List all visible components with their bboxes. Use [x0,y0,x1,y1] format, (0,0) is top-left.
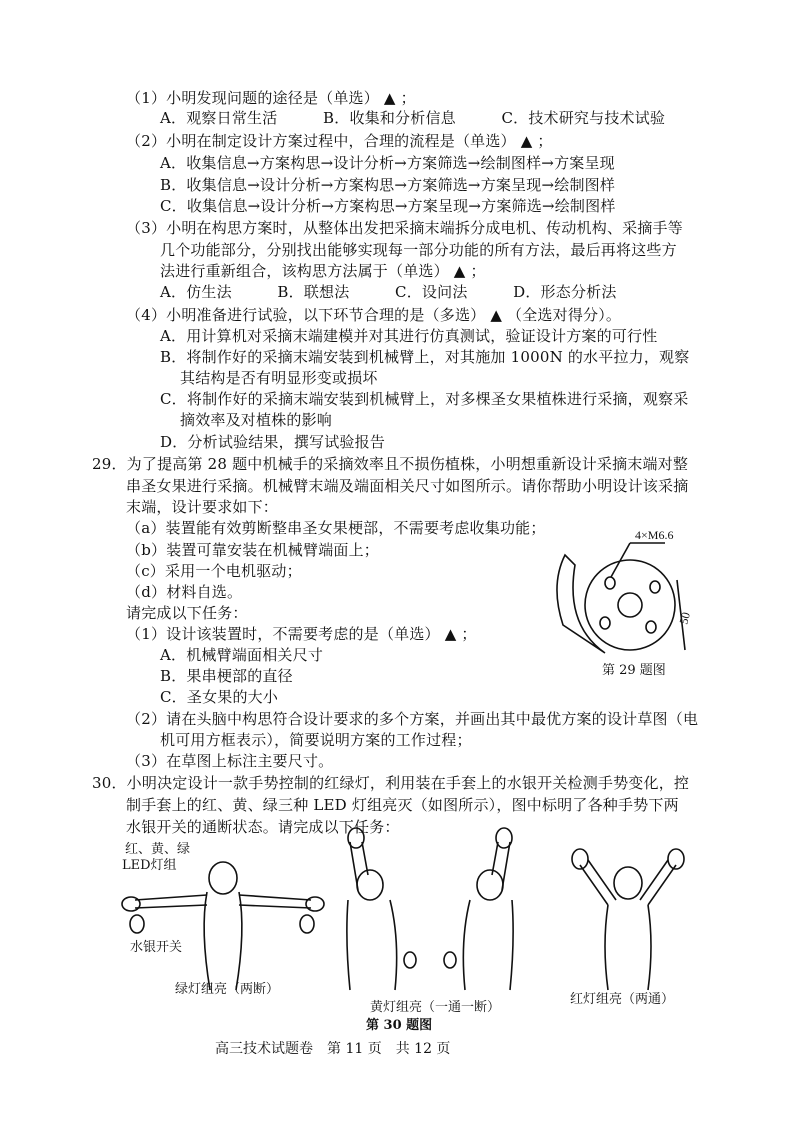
head [209,862,237,894]
end-face-center-hole [618,593,642,617]
q29-stem-line3: 末端，设计要求如下： [126,498,279,516]
person1-glove [348,828,364,848]
person1-body [347,900,397,990]
q30-stem-line1: 30．小明决定设计一款手势控制的红绿灯，利用装在手套上的水银开关检测手势变化，控 [92,774,690,792]
person1-switch [404,952,416,968]
dimension-label: 50 [676,610,694,626]
left-switch [130,915,144,933]
right-switch [300,915,314,933]
q29-figure-caption: 第 29 题图 [602,663,666,678]
q29-figure-arm-end-face [545,525,705,665]
q30-caption-red: 红灯组亮（两通） [570,992,675,1007]
body [204,892,242,990]
q30-label-switch: 水银开关 [130,940,183,955]
right-arm [239,895,311,908]
bolt-hole-4 [646,621,656,633]
q30-caption-green: 绿灯组亮（两断） [175,982,280,997]
q28-subq3-line2: 几个功能部分，分别找出能够实现每一部分功能的所有方法，最后再将这些方 [160,241,677,259]
q30-label-led-line2: LED灯组 [122,858,177,873]
q29-requirement-b: （b）装置可靠安装在机械臂端面上； [126,541,380,559]
q29-task1: （1）设计该装置时，不需要考虑的是（单选） ▲ ； [126,625,477,643]
bolt-hole-3 [600,617,610,629]
page-footer: 高三技术试题卷 第 11 页 共 12 页 [215,1041,451,1057]
bolt-hole-2 [650,581,660,593]
q30-figure-yellow-pose [320,830,550,1000]
person1-head [357,870,383,900]
q29-task3: （3）在草图上标注主要尺寸。 [126,752,334,770]
q28-subq1: （1）小明发现问题的途径是（单选） ▲ ； [126,89,416,107]
person2-glove [496,828,512,848]
q29-task1-option-b: B．果串梗部的直径 [160,667,293,685]
q28-subq3-options: A．仿生法 B．联想法 C．设问法 D．形态分析法 [160,283,617,301]
person1-arm-up [350,842,368,890]
q28-subq3-line1: （3）小明在构思方案时，从整体出发把采摘末端拆分成电机、传动机构、采摘手等 [126,219,683,237]
q29-requirement-d: （d）材料自选。 [126,583,243,601]
person2-arm-up [492,842,510,890]
q29-task1-option-c: C．圣女果的大小 [160,688,279,706]
q28-subq4-option-d: D．分析试验结果，撰写试验报告 [160,433,386,451]
head [614,867,642,899]
q29-stem-line1: 29．为了提高第 28 题中机械手的采摘效率且不损伤植株，小明想重新设计采摘末端对整 [92,455,689,473]
q29-requirement-c: （c）采用一个电机驱动； [126,562,302,580]
q28-subq4-option-c-line1: C．将制作好的采摘末端安装到机械臂上，对多棵圣女果植株进行采摘，观察采 [160,390,689,408]
left-arm [135,895,207,908]
arm-body-outline [557,555,605,653]
body [605,905,651,990]
q28-subq2-option-a: A．收集信息→方案构思→设计分析→方案筛选→绘制图样→方案呈现 [160,154,615,172]
q28-subq4-option-c-line2: 摘效率及对植株的影响 [180,411,333,429]
q29-task2-line2: 机可用方框表示），简要说明方案的工作过程； [160,731,472,749]
left-glove [122,897,140,911]
q30-figure-caption: 第 30 题图 [366,1018,433,1033]
q28-subq4: （4）小明准备进行试验，以下环节合理的是（多选） ▲ （全选对得分）。 [126,306,622,324]
person2-head [477,870,503,900]
bolt-label: 4×M6.6 [635,528,674,542]
q29-stem-line2: 串圣女果进行采摘。机械臂末端及端面相关尺寸如图所示。请你帮助小明设计该采摘 [126,477,689,495]
q30-stem-line3: 水银开关的通断状态。请完成以下任务： [126,818,400,836]
person2-switch [444,952,456,968]
q28-subq2-option-c: C．收集信息→设计分析→方案构思→方案呈现→方案筛选→绘制图样 [160,197,616,215]
q29-task-heading: 请完成以下任务： [126,604,248,622]
q30-figure-red-pose [560,845,700,995]
q28-subq1-options: A．观察日常生活 B．收集和分析信息 C．技术研究与技术试验 [160,109,666,127]
q28-subq2-option-b: B．收集信息→设计分析→方案构思→方案筛选→方案呈现→绘制图样 [160,176,616,194]
q29-requirement-a: （a）装置能有效剪断整串圣女果梗部，不需要考虑收集功能； [126,519,546,537]
q30-stem-line2: 制手套上的红、黄、绿三种 LED 灯组亮灭（如图所示），图中标明了各种手势下两 [126,796,679,814]
q28-subq4-option-b-line1: B．将制作好的采摘末端安装到机械臂上，对其施加 1000N 的水平拉力，观察 [160,348,690,366]
q29-task1-option-a: A．机械臂端面相关尺寸 [160,646,324,664]
q29-task2-line1: （2）请在头脑中构思符合设计要求的多个方案，并画出其中最优方案的设计草图（电 [126,710,699,728]
person2-body [463,900,513,990]
q30-label-led-line1: 红、黄、绿 [125,842,191,857]
bolt-hole-1 [605,577,615,589]
q30-caption-yellow: 黄灯组亮（一通一断） [370,1000,501,1015]
q28-subq2: （2）小明在制定设计方案过程中，合理的流程是（单选） ▲ ； [126,132,553,150]
end-face-outer [569,544,692,667]
q28-subq3-line3: 法进行重新组合，该构思方法属于（单选） ▲ ； [160,262,486,280]
q28-subq4-option-a: A．用计算机对采摘末端建模并对其进行仿真测试，验证设计方案的可行性 [160,327,658,345]
q28-subq4-option-b-line2: 其结构是否有明显形变或损坏 [180,369,378,387]
